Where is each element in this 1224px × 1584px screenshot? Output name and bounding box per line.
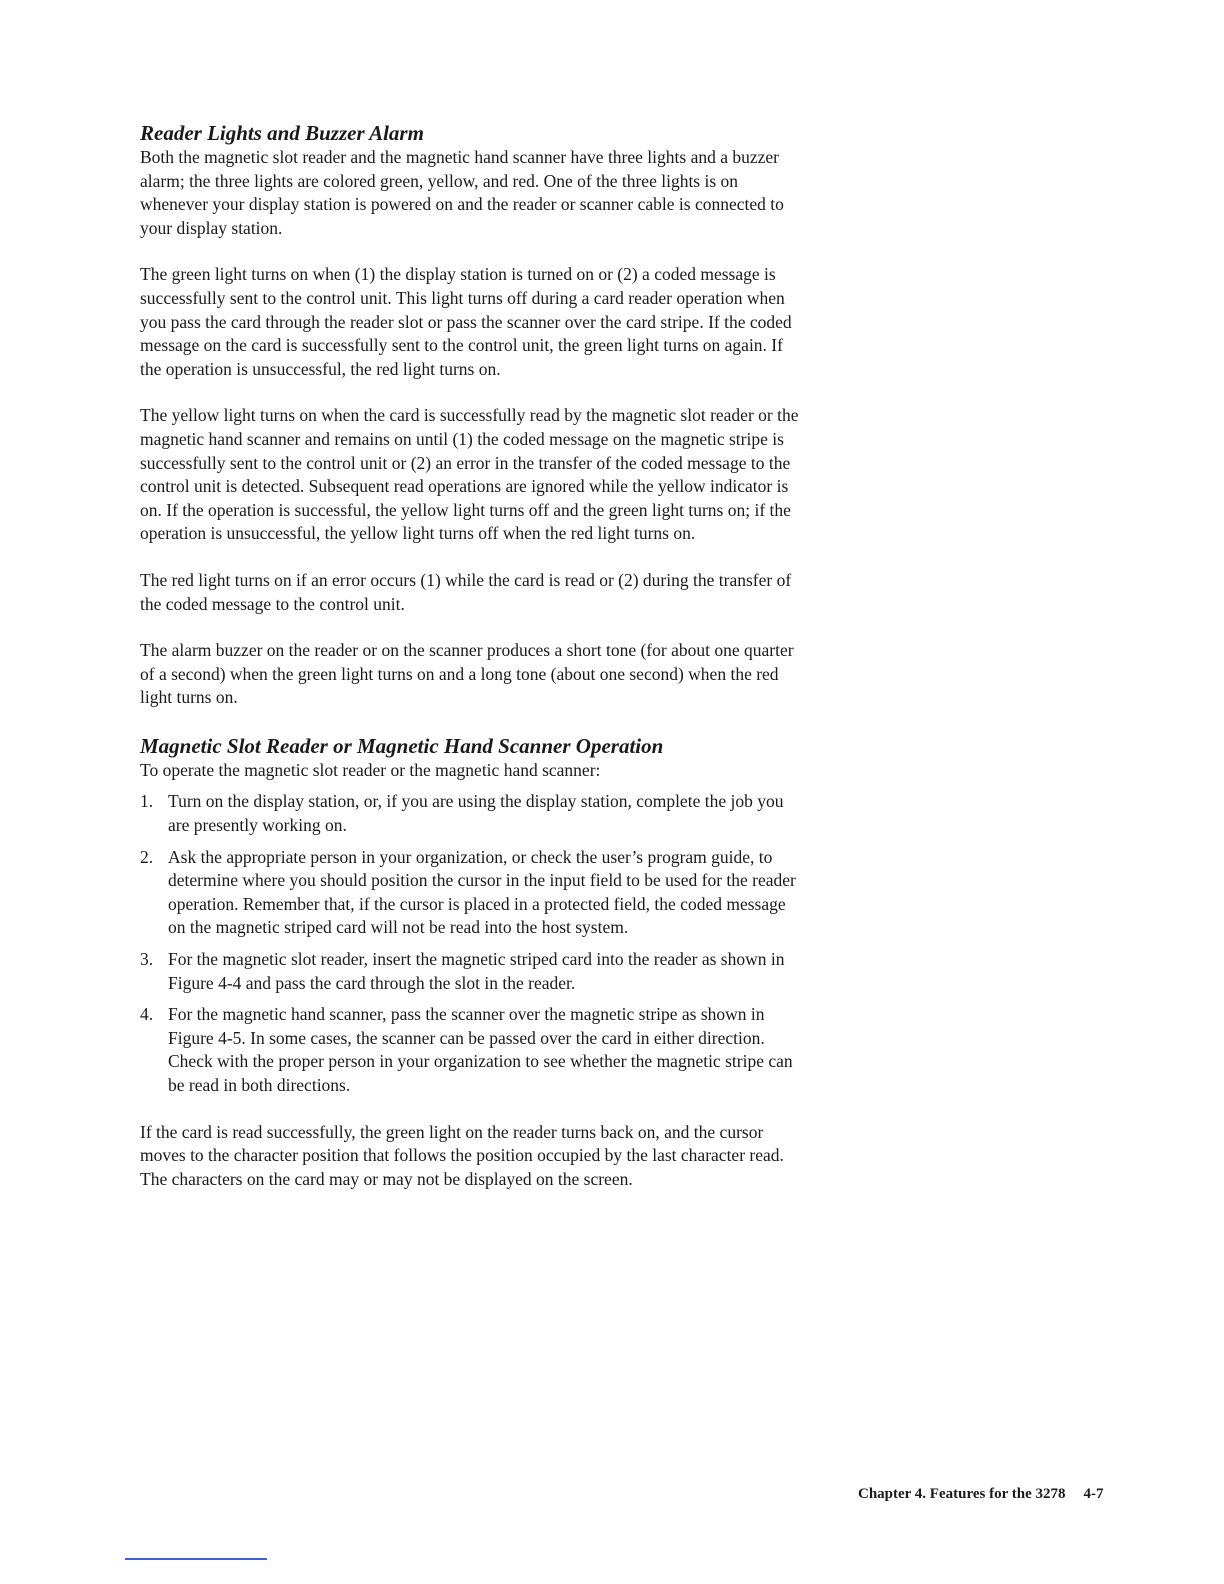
bottom-rule-divider [125,1558,267,1560]
step-text: Ask the appropriate person in your organization, or check the user’s program guide, to determine where you should position the cursor in the input field to be used for the reader operation. Remember that, if the cursor is placed in a protected field, the coded message on the magnetic striped card will not be read into the host system. [168,846,796,938]
page-number: 4-7 [1083,1486,1104,1502]
section-heading-reader-lights: Reader Lights and Buzzer Alarm [140,121,424,145]
list-item [140,790,800,837]
page-footer [858,1486,1103,1503]
paragraph-alarm-buzzer: The alarm buzzer on the reader or on the scanner produces a short tone (for about one quarter of a second) when the green light turns on and a long tone (about one second) when the red light turns on. [140,640,794,708]
footer-chapter-title: Chapter 4. Features for the 3278 [858,1486,1066,1502]
step-number: 1. [140,791,154,812]
section-heading-operation: Magnetic Slot Reader or Magnetic Hand Scanner Operation [140,733,664,758]
paragraph-red-light: The red light turns on if an error occurs (1) while the card is read or (2) during the transfer of the coded message to the control unit. [140,569,792,614]
document-page [140,120,800,1214]
paragraph-read-success: If the card is read successfully, the green light on the reader turns back on, and the cursor moves to the character position that follows the position occupied by the last character read. The characters on the card may or may not be displayed on the screen. [140,1121,784,1189]
step-text: Turn on the display station, or, if you are using the display station, complete the job you are presently working on. [168,791,784,836]
step-text: For the magnetic slot reader, insert the magnetic striped card into the reader as shown in Figure 4-4 and pass the card through the slot in the reader. [168,949,785,993]
step-text: For the magnetic hand scanner, pass the scanner over the magnetic stripe as shown in Figure 4-5. In some cases, the scanner can be passed over the card in either direction. Check with the proper person in your organization to see whether the magnetic stripe can be read in both directions. [168,1004,793,1095]
step-number: 3. [140,949,154,970]
step-number: 4. [140,1004,154,1025]
operation-steps-list [140,790,800,1097]
list-item [140,1003,800,1097]
paragraph-yellow-light: The yellow light turns on when the card is successfully read by the magnetic slot reader or the magnetic hand scanner and remains on until (1) the coded message on the magnetic stripe is successfully sent to the control unit or (2) an error in the transfer of the coded message to the control unit is detected. Subsequent read operations are ignored while the yellow indicator is on. If the operation is successful, the yellow light turns off and the green light turns on; if the operation is unsuccessful, the yellow light turns off when the red light turns on. [140,405,799,544]
step-number: 2. [140,846,154,867]
paragraph-lights-overview: Both the magnetic slot reader and the magnetic hand scanner have three lights and a buzzer alarm; the three lights are colored green, yellow, and red. One of the three lights is on whenever your display station is powered on and the reader or scanner cable is connected to your display station. [140,147,784,238]
list-item [140,846,800,940]
paragraph-operation-intro: To operate the magnetic slot reader or the magnetic hand scanner: [140,759,601,780]
paragraph-green-light: The green light turns on when (1) the display station is turned on or (2) a coded message is successfully sent to the control unit. This light turns off during a card reader operation when you pass the card through the reader slot or pass the scanner over the card stripe. If the coded message on the card is successfully sent to the control unit, the green light turns on again. If the operation is unsuccessful, the red light turns on. [140,264,792,379]
list-item [140,948,800,995]
